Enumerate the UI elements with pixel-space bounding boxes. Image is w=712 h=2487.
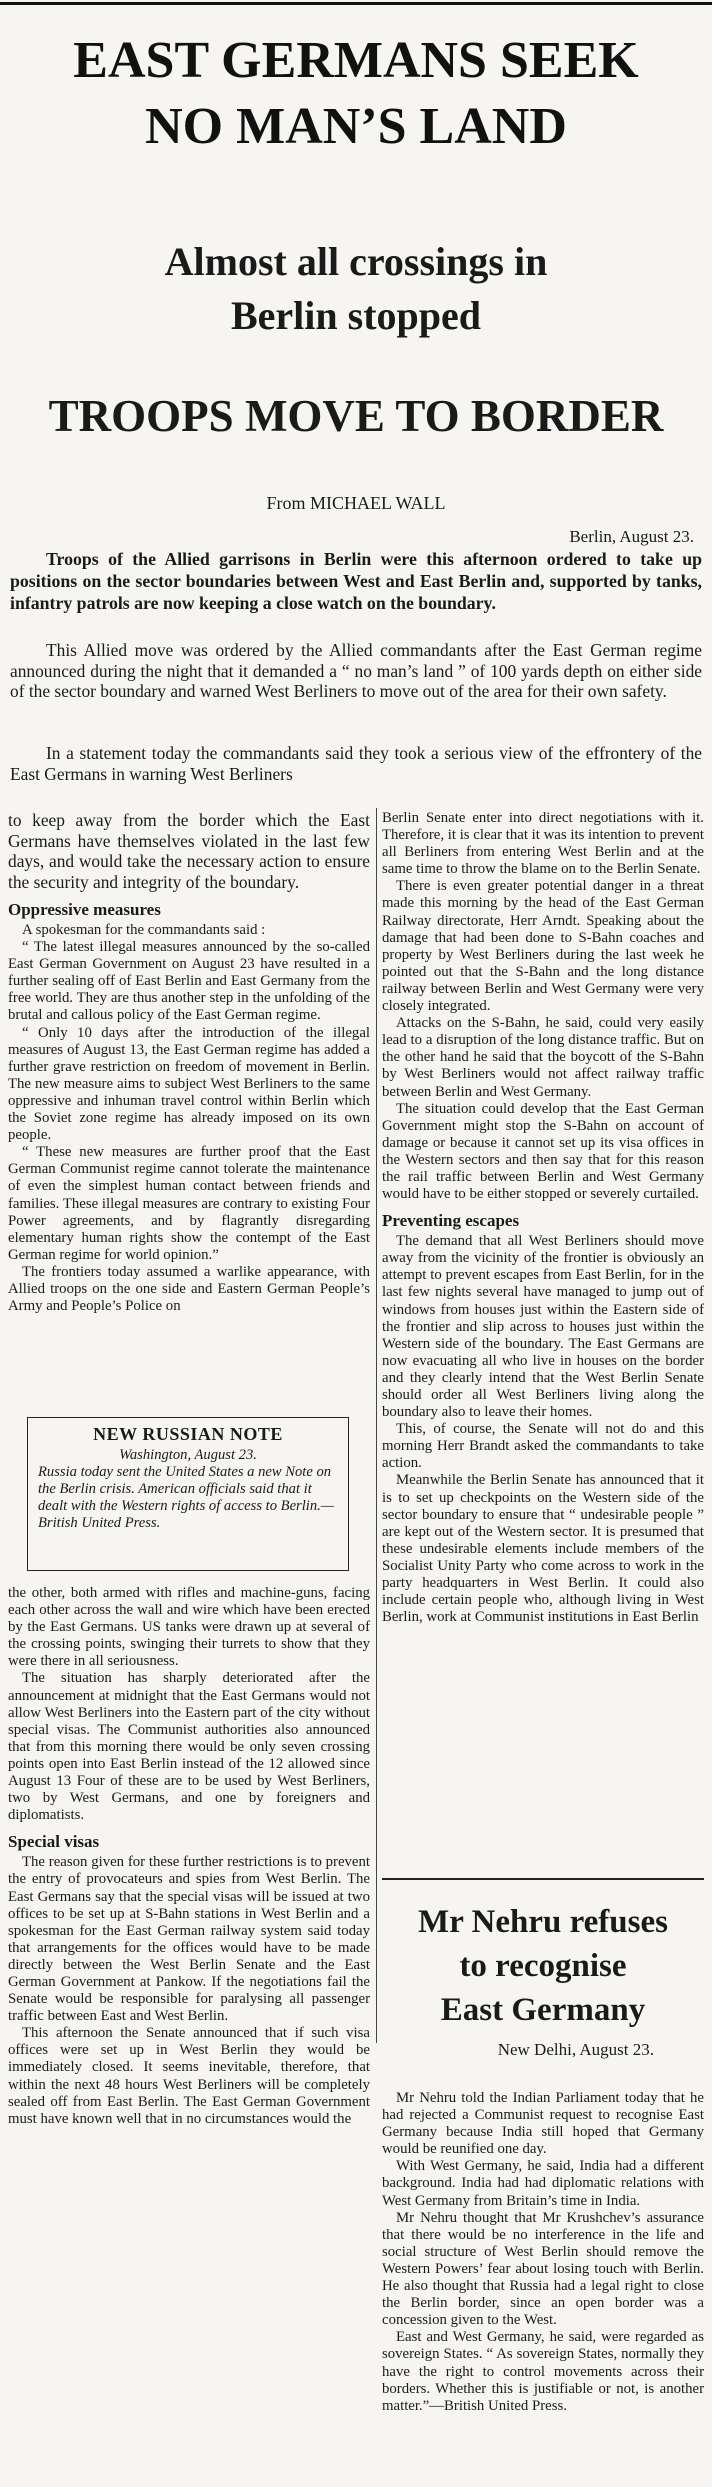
box-text: Russia today sent the United States a new Note on the Berlin crisis. American officials said that it dealt with the Western rights of access to Berlin.—British United Press. <box>38 1464 334 1531</box>
left-column-bottom <box>8 1585 370 2128</box>
meanwhile-paragraph: Meanwhile the Berlin Senate has announced that it is to set up checkpoints on the Western side of the sector boundary to ensure that “ undesirable people ” are kept out of the Western sector. It is presumed that these undesirable elements include members of the Socialist Unity Party who come across to work in the party headquarters in West Berlin. It could also include certain people who, although living in West Berlin, work at Communist institutions in East Berlin <box>382 1472 704 1626</box>
main-headline <box>0 28 712 160</box>
nehru-paragraph-3: Mr Nehru thought that Mr Krushchev’s assurance that there would be no interference in the life and social structure of West Berlin should remove the Western Powers’ fear about losing touch with Berlin. He also thought that Russia had a legal right to close the Berlin border, since an open border was a concession given to the West. <box>382 2209 704 2329</box>
column-divider <box>376 808 377 2043</box>
senate-paragraph: Berlin Senate enter into direct negotiations with it. Therefore, it is clear that it was its intention to prevent all Berliners from entering West Berlin and at the same time to throw the blame on to the Berlin Senate. <box>382 810 704 878</box>
nehru-dateline: New Delhi, August 23. <box>497 2040 654 2059</box>
subhead-line-2: Berlin stopped <box>230 293 482 338</box>
nehru-headline <box>382 1900 704 2032</box>
headline-line-2: NO MAN’S LAND <box>145 98 567 155</box>
quote-paragraph-1: “ The latest illegal measures announced by the so-called East German Government on August 23 have resulted in a further sealing off of East Berlin and East Germany from the free world. They are thus another step in the unfolding of the brutal and callous policy of the East German regime. <box>8 939 370 1024</box>
nehru-paragraph-2: With West Germany, he said, India had a different background. India had had diplomatic relations with West Germany from Britain’s time in India. <box>382 2158 704 2209</box>
situation-paragraph-right: The situation could develop that the East German Government might stop the S-Bahn on account of damage or because it cannot set up its visa offices in the Western sectors and then say that for this reason the rail traffic between Berlin and West Germany would have to be either stopped or severely curtailed. <box>382 1100 704 1203</box>
headline-line-1: EAST GERMANS SEEK <box>73 32 639 89</box>
quote-paragraph-2: “ Only 10 days after the introduction of the illegal measures of August 13, the East German regime has added a further grave restriction on freedom of movement in Berlin. The new measure aims to subject West Berliners to the same oppressive and inhuman travel control within Berlin which the Soviet zone regime has already imposed on its own people. <box>8 1024 370 1144</box>
top-rule <box>0 2 712 5</box>
nehru-head-line-3: East Germany <box>440 1992 646 2028</box>
quote-paragraph-3: “ These new measures are further proof that the East German Communist regime cannot tolerate the maintenance of even the simplest human contact between friends and families. These illegal measures are contrary to existing Four Power agreements, and by flagrantly disregarding elementary human rights show the contempt of the East German regime for world opinion.” <box>8 1144 370 1263</box>
nehru-rule <box>382 1878 704 1880</box>
nehru-head-line-1: Mr Nehru refuses <box>418 1904 668 1940</box>
nehru-head-line-2: to recognise <box>459 1948 627 1984</box>
right-column <box>382 810 704 1626</box>
demand-paragraph: The demand that all West Berliners should move away from the vicinity of the frontier is obviously an attempt to prevent escapes from East Berlin, for in the last few nights several have managed to jump out of windows from houses just within the Eastern side of the frontier and slip across to houses just within the Western side of the boundary. The East Germans are now evacuating all who live in houses on the border and they clearly intend that the West Berlin Senate should order all West Berliners living along the boundary also to leave their homes. <box>382 1233 704 1421</box>
spokesman-intro: A spokesman for the commandants said : <box>22 922 266 938</box>
danger-paragraph: There is even greater potential danger in a threat made this morning by the head of the East German Railway directorate, Herr Arndt. Speaking about the damage that had been done to S-Bahn coaches and property by West Berliners during the last week he pointed out that the S-Bahn and the long distance railway between Berlin and West Germany were very closely integrated. <box>382 878 704 1015</box>
situation-paragraph: The situation has sharply deteriorated after the announcement at midnight that the East Germans would not allow West Berliners into the Eastern part of the city without special visas. The Communist authorities also announced that from this morning there would be only seven crossing points open into East Berlin instead of the 12 allowed since August 13 Four of these are to be used by West Berliners, two by West Germans, and one by foreigners and diplomatists. <box>8 1670 370 1824</box>
subheadline <box>0 235 712 343</box>
attacks-paragraph: Attacks on the S-Bahn, he said, could very easily lead to a disruption of the long distance traffic. But on the other hand he said that the boycott of the S-Bahn by West Berliners would not affect railway traffic between Berlin and West Germany. <box>382 1015 704 1100</box>
reason-paragraph: The reason given for these further restrictions is to prevent the entry of provocateurs and spies from West Berlin. The East Germans say that the special visas will be issued at two offices to be set up at S-Bahn stations in West Berlin and a spokesman for the East German railway system said today that arrangements for the offices would have to be made directly between the West Berlin Senate and the East German Government at Pankow. If the negotiations fail the Senate would be responsible for paralysing all passenger traffic between East and West Berlin. <box>8 1854 370 2025</box>
afternoon-paragraph: This afternoon the Senate announced that if such visa offices were set up in West Berlin they would be immediately closed. It seems inevitable, therefore, that within the next 48 hours West Berliners will be completely sealed off from East Berlin. The East German Government must have known well that in no circumstances would the <box>8 2025 370 2127</box>
this-paragraph: This, of course, the Senate will not do and this morning Herr Brandt asked the commandants to take action. <box>382 1421 704 1472</box>
nehru-paragraph-1: Mr Nehru told the Indian Parliament today that he had rejected a Communist request to recognise East Germany because India still hoped that Germany would be reunified one day. <box>382 2090 704 2158</box>
subheading-oppressive-measures: Oppressive measures <box>8 900 161 919</box>
box-title: NEW RUSSIAN NOTE <box>93 1424 283 1444</box>
left-column-top <box>8 810 370 1315</box>
lead-paragraph: Troops of the Allied garrisons in Berlin were this afternoon ordered to take up positions on the sector boundaries between West and East Berlin and, supported by tanks, infantry patrols are now keeping a close watch on the boundary. <box>10 549 702 613</box>
box-dateline: Washington, August 23. <box>119 1447 257 1463</box>
news-box-russian-note <box>27 1417 349 1571</box>
byline: From MICHAEL WALL <box>266 493 446 513</box>
subheading-special-visas: Special visas <box>8 1832 100 1852</box>
subhead-line-1: Almost all crossings in <box>164 239 548 284</box>
nehru-column <box>382 2090 704 2415</box>
nehru-paragraph-4: East and West Germany, he said, were regarded as sovereign States. “ As sovereign States, normally they have the right to control movements across their borders. Whether this is justifiable or not, is another matter.”—British United Press. <box>382 2329 704 2414</box>
body-paragraph-2: In a statement today the commandants said they took a serious view of the effrontery of the East Germans in warning West Berliners <box>10 743 702 784</box>
dateline: Berlin, August 23. <box>569 527 694 546</box>
continuation-paragraph: the other, both armed with rifles and machine-guns, facing each other across the wall and wire which have been erected by the East Germans. US tanks were drawn up at several of the crossing points, swinging their turrets to show that they were there in all seriousness. <box>8 1585 370 1670</box>
subheading-preventing-escapes: Preventing escapes <box>382 1211 520 1231</box>
frontiers-paragraph: The frontiers today assumed a warlike appearance, with Allied troops on the one side and Eastern German People’s Army and People’s Police on <box>8 1263 370 1315</box>
body-paragraph-1: This Allied move was ordered by the Allied commandants after the East German regime announced during the night that it demanded a “ no man’s land ” of 100 yards depth on either side of the sector boundary and warned West Berliners to move out of the area for their own safety. <box>10 640 702 701</box>
banner-headline: TROOPS MOVE TO BORDER <box>48 391 664 441</box>
paragraph-continuation: to keep away from the border which the East Germans have themselves violated in the last few days, and would take the necessary action to ensure the security and integrity of the boundary. <box>8 810 370 892</box>
